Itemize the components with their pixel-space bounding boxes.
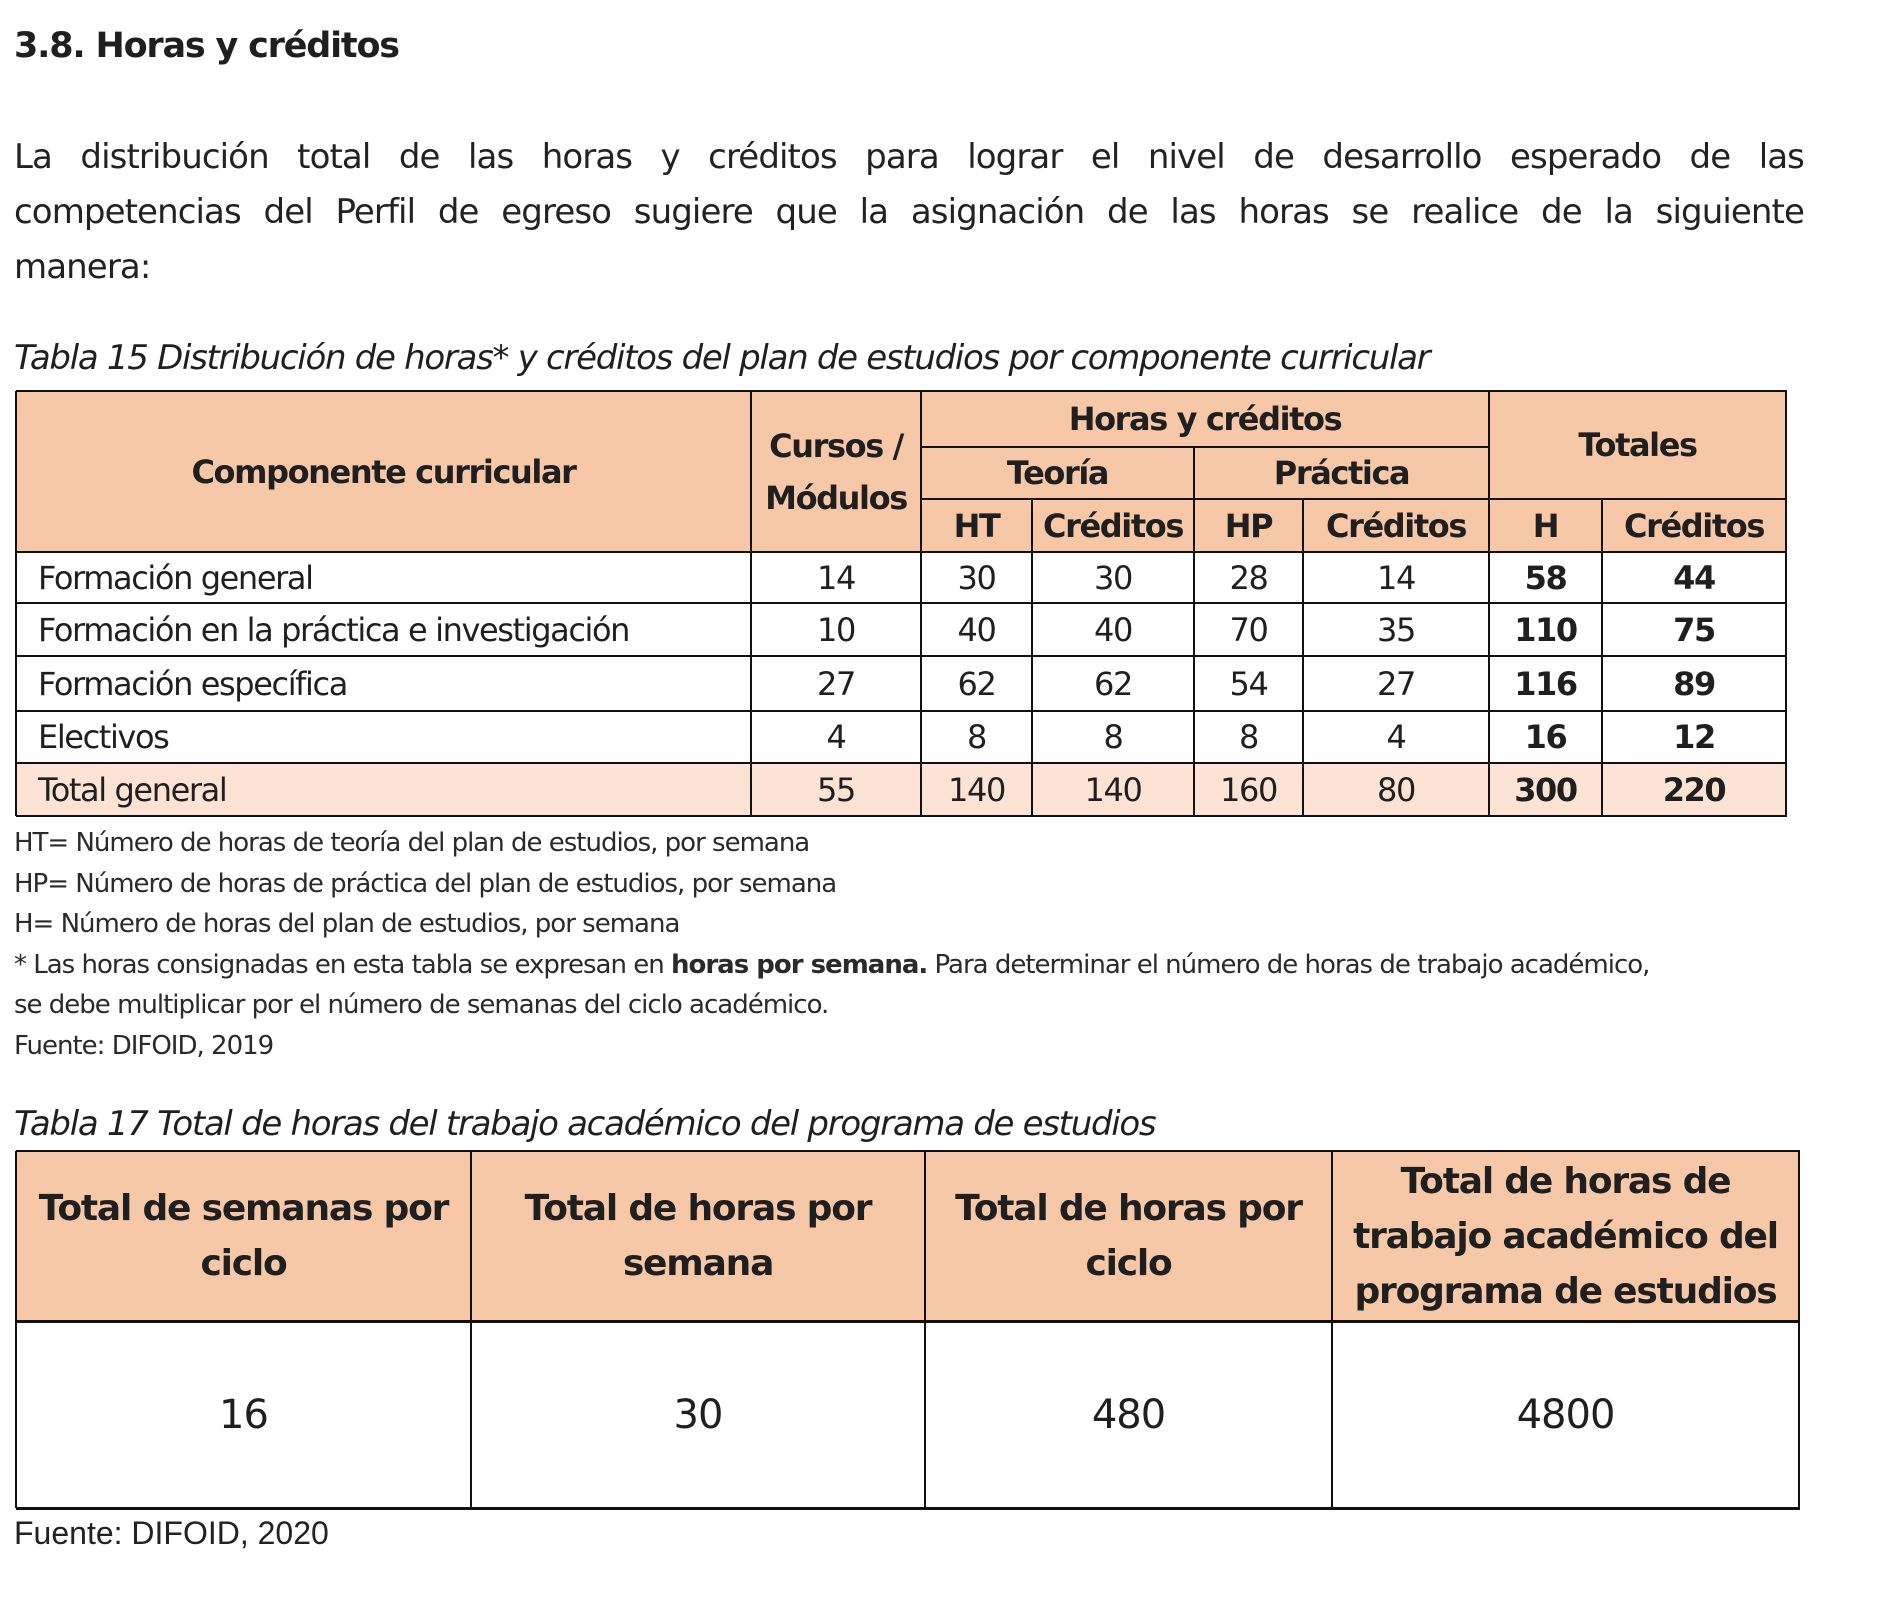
cell-value: 54 [1229,664,1268,703]
note-asterisk-line2: se debe multiplicar por el número de semanas del ciclo académico. [14,990,829,1021]
note-asterisk-bold: horas por semana. [670,949,928,980]
cell-ht [921,711,1032,763]
header-totales-label: Totales [1578,426,1697,464]
column-divider [920,391,922,816]
cell-ht [921,603,1032,656]
cell-value: Formación en la práctica e investigación [38,610,630,649]
row-divider [16,602,1787,604]
cell-h [1489,711,1602,763]
cell-componente [16,603,751,656]
table-border [16,1150,1800,1152]
cell-cred-p [1303,763,1489,816]
cell-cred-t [1032,763,1194,816]
table15-source: Fuente: DIFOID, 2019 [14,1030,274,1061]
cell-cursos [751,763,921,816]
cell-value: 140 [948,770,1005,809]
table17-header-line: Total de horas por [955,1188,1302,1229]
cell-value: 89 [1673,664,1715,703]
cell-value: 160 [1220,770,1277,809]
cell-h [1489,603,1602,656]
cell-cred-t [1032,656,1194,711]
header-creditos-practica-label: Créditos [1326,506,1466,545]
column-divider [1331,1151,1333,1508]
row-divider [16,655,1787,657]
cell-cred-t [1032,603,1194,656]
cell-value: 220 [1662,770,1726,809]
cell-value: 12 [1673,718,1715,756]
header-h-label: H [1532,506,1559,545]
header-hp-label: HP [1224,506,1273,545]
cell-cred-t [1032,552,1194,603]
cell-cred-p [1303,711,1489,763]
cell-cred-tot [1602,603,1786,656]
table17-value: 480 [1091,1391,1166,1438]
note-ht: HT= Número de horas de teoría del plan de estudios, por semana [14,828,810,858]
header-totales [1489,391,1786,499]
cell-hp [1194,656,1303,711]
column-divider [1601,499,1603,816]
cell-value: 58 [1524,558,1567,597]
cell-cred-tot [1602,711,1786,763]
table17-header-line: ciclo [1085,1243,1172,1284]
cell-value: 10 [817,610,855,649]
cell-value: 80 [1377,770,1415,809]
header-creditos-teoria [1032,499,1194,552]
cell-ht [921,763,1032,816]
note-asterisk [14,945,1649,986]
paragraph-line: competencias del Perfil de egreso sugiere que la asignación de las horas se realice de la siguiente [14,192,1804,232]
cell-value: 35 [1377,610,1415,649]
note-hp: HP= Número de horas de práctica del plan de estudios, por semana [14,868,837,899]
header-creditos-practica [1303,499,1489,552]
cell-ht [921,552,1032,603]
table-border [16,390,1787,392]
table17-header-cell [16,1151,471,1321]
paragraph-line: La distribución total de las horas y créditos para lograr el nivel de desarrollo esperado de las [14,137,1804,177]
cell-hp [1194,603,1303,656]
cell-value: 16 [1524,718,1567,756]
cell-value: 8 [967,718,986,756]
table-border [15,1151,17,1508]
table17-value-cell [925,1321,1332,1508]
table17-header-line: programa de estudios [1354,1270,1777,1312]
table-border [1798,1151,1800,1508]
header-practica-label: Práctica [1273,454,1410,492]
cell-value: 62 [957,664,996,703]
cell-cursos [751,711,921,763]
table15-notes [14,823,1649,1067]
table17-header-line: Total de horas de [1400,1160,1731,1202]
cell-h [1489,763,1602,816]
cell-value: 4 [1386,718,1406,756]
header-cursos-label: Cursos / Módulos [765,426,907,517]
row-divider [16,762,1787,764]
cell-value: 8 [1103,718,1123,756]
cell-h [1489,656,1602,711]
cell-value: Formación general [38,558,313,597]
header-creditos-totales [1602,499,1786,552]
column-divider [1193,447,1195,816]
cell-value: 75 [1673,610,1715,649]
header-creditos-totales-label: Créditos [1624,506,1764,545]
cell-value: Total general [38,770,227,809]
header-componente-label: Componente curricular [191,452,576,491]
cell-hp [1194,711,1303,763]
cell-value: 14 [817,558,855,597]
section-heading: 3.8. Horas y créditos [14,26,399,66]
table17-value: 30 [673,1391,723,1438]
cell-value: 27 [817,664,855,703]
cell-cursos [751,552,921,603]
cell-value: 62 [1094,664,1132,703]
column-divider [750,391,752,816]
header-teoria-label: Teoría [1006,454,1109,492]
cell-value: 55 [817,770,855,809]
cell-componente [16,656,751,711]
table17-value: 4800 [1516,1391,1615,1438]
cell-value: Formación específica [38,664,347,703]
row-divider [16,1320,1800,1323]
row-divider [921,446,1489,448]
cell-value: 4 [826,718,846,756]
table17-header-line: semana [622,1243,774,1284]
column-divider [1031,499,1033,816]
cell-ht [921,656,1032,711]
table-border [1785,391,1787,816]
note-asterisk-post: Para determinar el número de horas de trabajo académico, [927,949,1650,980]
column-divider [1302,499,1304,816]
cell-hp [1194,763,1303,816]
cell-componente [16,552,751,603]
header-componente [16,391,751,552]
cell-cred-p [1303,603,1489,656]
cell-value: 8 [1239,718,1258,756]
cell-value: 27 [1377,664,1415,703]
intro-paragraph [14,130,1804,295]
cell-value: 30 [957,558,996,597]
cell-value: 40 [957,610,996,649]
note-h: H= Número de horas del plan de estudios, por semana [14,909,680,940]
cell-value: 14 [1377,558,1415,597]
header-practica [1194,447,1489,499]
table17-value-cell [471,1321,925,1508]
header-hp [1194,499,1303,552]
header-h [1489,499,1602,552]
header-ht-label: HT [953,506,1000,545]
table15-caption: Tabla 15 Distribución de horas* y créditos del plan de estudios por componente curricular [14,338,1430,378]
table-border [15,391,17,816]
table17-header-line: trabajo académico del [1353,1215,1778,1257]
cell-cred-tot [1602,552,1786,603]
cell-value: 140 [1084,770,1142,809]
table17-header-cell [471,1151,925,1321]
row-divider [921,498,1786,500]
table17-header-line: Total de semanas por [38,1188,449,1229]
cell-cred-p [1303,552,1489,603]
cell-value: 300 [1514,770,1577,809]
cell-h [1489,552,1602,603]
cell-cursos [751,656,921,711]
cell-value: 44 [1673,558,1715,597]
table17-header-cell [1332,1151,1799,1321]
paragraph-line: manera: [14,247,151,287]
cell-value: 40 [1094,610,1132,649]
cell-value: 70 [1229,610,1268,649]
column-divider [470,1151,472,1508]
table17-header-cell [925,1151,1332,1321]
cell-cursos [751,603,921,656]
header-creditos-teoria-label: Créditos [1043,506,1183,545]
cell-componente [16,711,751,763]
table17-value: 16 [219,1391,268,1438]
cell-cred-tot [1602,656,1786,711]
column-divider [924,1151,926,1508]
cell-value: 28 [1229,558,1268,597]
header-horas-creditos [921,391,1489,447]
header-cursos [751,391,921,552]
row-divider [16,815,1787,817]
table17-source: Fuente: DIFOID, 2020 [14,1515,329,1551]
cell-componente [16,763,751,816]
table17-value-cell [16,1321,471,1508]
cell-cred-t [1032,711,1194,763]
table-border [16,1507,1800,1510]
row-divider [16,710,1787,712]
table17-value-cell [1332,1321,1799,1508]
cell-value: 30 [1094,558,1132,597]
column-divider [1488,391,1490,816]
header-teoria [921,447,1194,499]
cell-cred-p [1303,656,1489,711]
cell-value: 110 [1514,610,1577,649]
note-asterisk-pre: * Las horas consignadas en esta tabla se expresan en [14,949,671,980]
table17-caption: Tabla 17 Total de horas del trabajo académico del programa de estudios [14,1104,1156,1144]
row-divider [16,551,1787,553]
table17-header-line: ciclo [200,1243,287,1284]
cell-value: 116 [1514,664,1577,703]
header-horas-creditos-label: Horas y créditos [1068,400,1342,438]
cell-cred-tot [1602,763,1786,816]
cell-hp [1194,552,1303,603]
cell-value: Electivos [38,718,169,756]
header-ht [921,499,1032,552]
table17-header-line: Total de horas por [524,1188,872,1229]
